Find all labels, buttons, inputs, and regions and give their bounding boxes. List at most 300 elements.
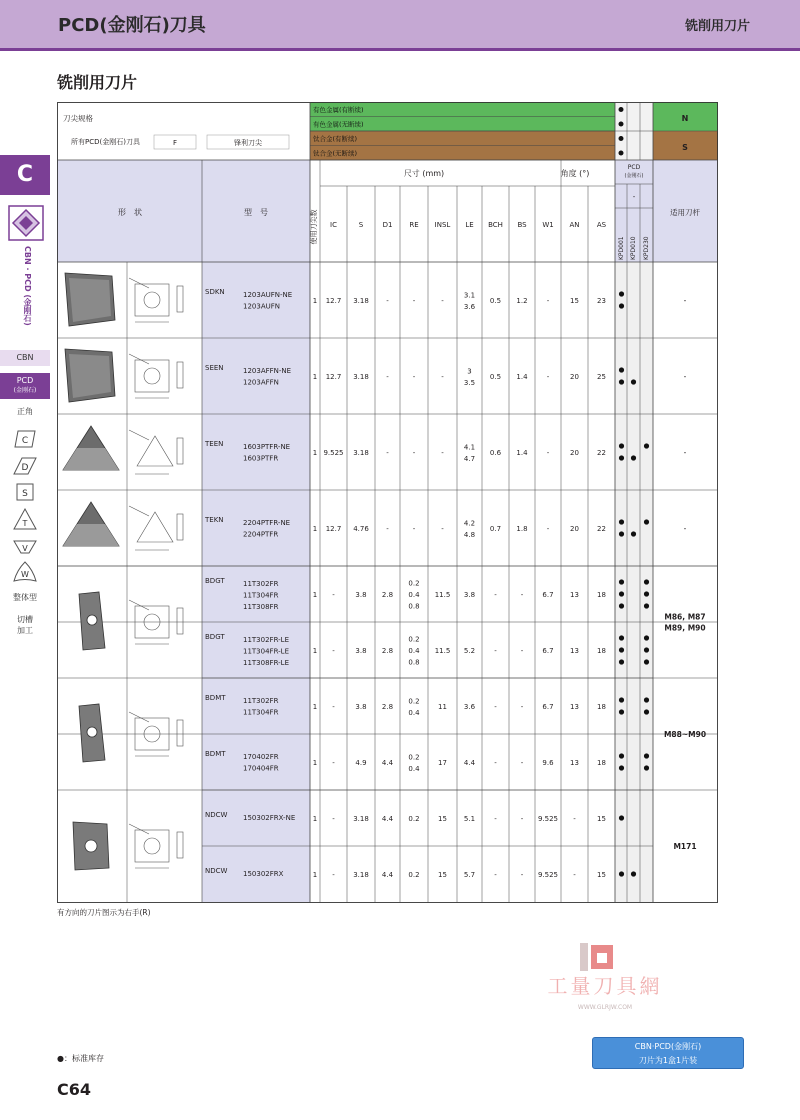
dim-value: 13 — [570, 591, 579, 599]
model-code: 11T304FR — [243, 708, 279, 717]
dim-value: - — [412, 297, 416, 305]
header-tips: 使用刀尖数 — [310, 209, 318, 245]
page-number: C64 — [57, 1080, 92, 1099]
dim-value: - — [441, 525, 444, 533]
standard-stock-note: ●：标准库存 — [57, 1054, 104, 1063]
dim-header: RE — [409, 221, 419, 229]
sidebar-solid-label[interactable]: 整体型 — [13, 593, 37, 602]
dim-value: 18 — [597, 703, 606, 711]
stock-dot — [644, 765, 649, 770]
dim-value: 15 — [438, 815, 447, 823]
dim-value: - — [494, 703, 497, 711]
stock-dot — [644, 659, 649, 664]
trigon-w-icon[interactable] — [13, 561, 37, 583]
dim-value: 4.4 — [463, 759, 476, 767]
insert-photo-icon — [65, 349, 115, 402]
watermark-text: 工量刀具網 — [547, 974, 663, 998]
dim-value: 13 — [570, 703, 579, 711]
rhombus-d-icon[interactable] — [13, 457, 37, 475]
holder-value: - — [683, 524, 687, 533]
all-pcd-label: 所有PCD(金刚石)刀具 — [71, 138, 140, 146]
sidebar-tab-cbn[interactable]: CBN — [0, 350, 50, 366]
stock-dot — [631, 871, 636, 876]
dim-value: 1.4 — [516, 449, 528, 457]
header-shape: 形 状 — [118, 208, 142, 217]
legend-dot — [619, 151, 624, 156]
stock-dot — [619, 443, 624, 448]
stock-dot — [619, 603, 624, 608]
drawing-dim-line — [129, 712, 149, 722]
sidebar-tab-pcd[interactable] — [0, 373, 50, 399]
insert-face — [63, 524, 119, 546]
stock-dot — [644, 635, 649, 640]
drawing-circle — [144, 368, 160, 384]
holder-value: - — [683, 296, 687, 305]
dim-value: 0.7 — [489, 525, 502, 533]
series-code: BDMT — [205, 750, 226, 758]
dim-header: INSL — [434, 221, 451, 229]
tips-count: 1 — [312, 297, 318, 305]
group-s-label: S — [682, 143, 688, 152]
dim-value: 2.8 — [381, 647, 394, 655]
tips-count: 1 — [312, 647, 318, 655]
dim-value: 11 — [438, 703, 447, 711]
technical-drawing-icon — [129, 430, 183, 474]
model-code: 170404FR — [243, 764, 279, 773]
sidebar-positive-label: 正角 — [17, 407, 33, 416]
dim-value: 0.6 — [489, 449, 502, 457]
dim-value: - — [546, 525, 550, 533]
sidebar-tab-pcd-label: PCD — [16, 376, 34, 385]
model-code: 11T302FR — [243, 697, 279, 705]
dim-value: 3.18 — [353, 815, 369, 823]
dim-value: - — [494, 815, 497, 823]
model-bg — [202, 734, 310, 790]
legend-dot — [619, 136, 624, 141]
dim-value: 6.7 — [542, 647, 554, 655]
watermark-logo — [525, 943, 685, 1018]
dim-value: 1.8 — [516, 525, 528, 533]
stock-dot — [619, 647, 624, 652]
model-code: 1203AUFN-NE — [243, 291, 293, 299]
drawing-dim-line — [129, 506, 149, 516]
dim-value: 5.7 — [463, 871, 476, 879]
series-code: SDKN — [205, 288, 225, 296]
dim-value: 3.8 — [355, 591, 367, 599]
drawing-side-view — [177, 362, 183, 388]
dim-value: 0.5 — [489, 297, 502, 305]
dim-value: 4.7 — [463, 454, 476, 463]
model-code: 1603PTFR-NE — [243, 443, 291, 451]
stock-dot — [619, 815, 624, 820]
dim-value: - — [573, 871, 576, 879]
dim-value: 1.2 — [516, 297, 528, 305]
dim-value: 4.4 — [381, 871, 394, 879]
drawing-side-view — [177, 608, 183, 634]
dim-value: 20 — [570, 449, 579, 457]
drawing-outline — [135, 284, 169, 316]
insert-photo-icon — [73, 822, 109, 870]
stock-dot — [619, 753, 624, 758]
tips-count: 1 — [312, 525, 318, 533]
stock-bg — [615, 262, 653, 338]
stock-dot — [619, 635, 624, 640]
stock-dot — [619, 871, 624, 876]
dim-value: 0.8 — [408, 602, 420, 611]
insert-table — [57, 102, 718, 904]
dim-value: 3.8 — [355, 647, 367, 655]
stock-bg — [615, 734, 653, 790]
dim-header: AS — [596, 221, 607, 229]
dim-value: - — [520, 759, 524, 767]
technical-drawing-icon — [129, 506, 183, 550]
dim-value: 9.525 — [537, 871, 559, 879]
drawing-outline — [135, 830, 169, 862]
model-code: 11T302FR-LE — [243, 636, 289, 644]
dim-value: - — [332, 759, 335, 767]
dim-value: 4.4 — [381, 759, 394, 767]
insert-hole — [85, 840, 97, 852]
drawing-circle — [144, 292, 160, 308]
dim-value: 2.8 — [381, 703, 394, 711]
stock-dot — [619, 519, 624, 524]
dim-value: - — [332, 815, 335, 823]
cbn-pcd-logo-icon — [8, 205, 44, 241]
chapter-letter-tab[interactable]: C — [0, 155, 50, 195]
series-code: BDMT — [205, 694, 226, 702]
stock-dot — [619, 367, 624, 372]
dim-value: 0.2 — [408, 697, 420, 706]
model-code: 11T308FR — [243, 603, 279, 611]
dim-value: 3.18 — [353, 449, 369, 457]
legend-dot — [619, 107, 624, 112]
model-bg — [202, 678, 310, 734]
dim-value: 23 — [597, 297, 606, 305]
dim-header: S — [358, 221, 364, 229]
stock-dot — [644, 591, 649, 596]
dim-value: 6.7 — [542, 703, 554, 711]
header-holder: 适用刀杆 — [670, 208, 700, 217]
holder-value: M171 — [673, 842, 697, 851]
technical-drawing-icon — [129, 278, 183, 322]
tips-count: 1 — [312, 373, 318, 381]
dim-value: - — [332, 647, 335, 655]
drawing-side-view — [177, 438, 183, 464]
sidebar-tab-pcd-sublabel: (金刚石) — [13, 387, 37, 394]
dim-value: 9.525 — [537, 815, 559, 823]
stock-dot — [619, 591, 624, 596]
stock-dot — [619, 303, 624, 308]
header-pcd-sub: (金刚石) — [624, 173, 644, 179]
stock-dot — [619, 709, 624, 714]
drawing-circle — [144, 838, 160, 854]
stock-dot — [631, 531, 636, 536]
dim-value: 0.5 — [489, 373, 502, 381]
insert-photo-icon — [79, 704, 105, 762]
dim-value: 18 — [597, 759, 606, 767]
stock-dot — [619, 765, 624, 770]
sidebar-groove-label-2[interactable]: 加工 — [17, 626, 33, 635]
holder-value: M88~M90 — [663, 730, 707, 739]
shape-d-label: D — [21, 463, 29, 473]
shape-t-label: T — [22, 519, 28, 528]
drawing-outline — [137, 512, 173, 542]
dim-value: 3.1 — [463, 291, 476, 300]
stock-dot — [644, 647, 649, 652]
holder-value: - — [683, 448, 687, 457]
dim-value: 12.7 — [325, 525, 342, 533]
material-label: 钛合金(有断续) — [313, 135, 358, 143]
shape-c-label: C — [21, 436, 29, 446]
series-code: TEKN — [205, 516, 224, 524]
series-code: BDGT — [205, 633, 225, 641]
stock-dot — [631, 455, 636, 460]
watermark-url: WWW.GLRJW.COM — [577, 1004, 633, 1011]
insert-face — [63, 448, 119, 470]
dim-value: 17 — [438, 759, 447, 767]
insert-photo-icon — [63, 502, 119, 546]
square-s-icon[interactable] — [13, 483, 37, 501]
dim-value: 9.525 — [323, 449, 344, 457]
drawing-side-view — [177, 832, 183, 858]
insert-photo-icon — [65, 273, 115, 326]
dim-value: 0.8 — [408, 658, 420, 667]
dim-value: 4.2 — [463, 519, 476, 528]
model-bg — [202, 262, 310, 338]
dim-header: IC — [330, 221, 337, 229]
insert-photo-icon — [79, 592, 105, 650]
dim-value: - — [441, 373, 444, 381]
dim-value: 0.4 — [408, 647, 420, 655]
dim-value: - — [520, 591, 524, 599]
dim-value: 3.6 — [463, 703, 476, 711]
grade-header: KPD010 — [630, 236, 637, 260]
dim-value: - — [494, 759, 497, 767]
drawing-dim-line — [129, 600, 149, 610]
drawing-outline — [135, 360, 169, 392]
dim-value: 3.18 — [353, 297, 369, 305]
stock-dot — [644, 753, 649, 758]
dim-value: 4.4 — [381, 815, 394, 823]
dim-value: 13 — [570, 759, 579, 767]
triangle-t-icon[interactable] — [13, 508, 37, 530]
dim-value: - — [546, 373, 550, 381]
dim-value: - — [573, 815, 576, 823]
dim-value: - — [412, 525, 416, 533]
tip-spec-label: 刀尖规格 — [63, 114, 93, 123]
dim-value: - — [386, 373, 389, 381]
model-code: 1203AFFN — [243, 378, 279, 387]
dim-value: 4.9 — [355, 759, 367, 767]
dim-value: 3.8 — [463, 591, 476, 599]
header-dash: - — [632, 193, 636, 201]
dim-value: - — [332, 591, 335, 599]
sidebar-groove-label-1[interactable]: 切槽 — [17, 615, 33, 624]
dim-value: 5.2 — [463, 647, 476, 655]
dim-value: - — [386, 525, 389, 533]
dim-value: 1.4 — [516, 373, 528, 381]
insert-face — [69, 278, 111, 322]
holder-value: - — [683, 372, 687, 381]
stock-dot — [619, 579, 624, 584]
group-n-label: N — [681, 114, 689, 123]
dim-value: 3.18 — [353, 373, 369, 381]
stock-dot — [644, 443, 649, 448]
header-section: 铣削用刀片 — [684, 19, 750, 34]
insert-hole — [87, 727, 97, 737]
dim-value: 20 — [570, 373, 579, 381]
holder-value: M86, M87 — [664, 612, 706, 622]
material-label: 有色金属(有断续) — [313, 106, 364, 114]
drawing-dim-line — [129, 824, 149, 834]
model-code: 11T302FR — [243, 580, 279, 588]
dim-value: - — [332, 871, 335, 879]
model-code: 2204PTFR-NE — [243, 519, 291, 527]
shape-v-label: V — [22, 544, 28, 553]
stock-dot — [644, 709, 649, 714]
dim-value: - — [386, 297, 389, 305]
dim-value: 11.5 — [434, 591, 451, 599]
sidebar-vertical-label: CBN · PCD (金刚石) — [23, 246, 32, 326]
dim-value: - — [520, 647, 524, 655]
dim-value: 18 — [597, 591, 606, 599]
holder-value: M89, M90 — [664, 623, 706, 633]
packaging-line-2: 刀片为1盒1片装 — [638, 1056, 698, 1065]
model-code: 11T304FR-LE — [243, 647, 289, 656]
stock-dot — [619, 291, 624, 296]
series-code: SEEN — [205, 364, 224, 372]
stock-dot — [644, 579, 649, 584]
dim-value: 12.7 — [325, 297, 342, 305]
stock-bg — [615, 490, 653, 566]
dim-value: 3.18 — [353, 871, 369, 879]
dim-value: 2.8 — [381, 591, 394, 599]
dim-value: 15 — [597, 871, 606, 879]
dim-header: AN — [569, 221, 580, 229]
series-code: NDCW — [205, 811, 228, 819]
f-label: F — [172, 139, 178, 147]
model-bg — [202, 338, 310, 414]
legend-dot — [619, 122, 624, 127]
stock-dot — [619, 455, 624, 460]
technical-drawing-icon — [129, 824, 183, 868]
dim-value: 15 — [438, 871, 447, 879]
rhombus-c-icon[interactable] — [13, 430, 37, 448]
dim-value: - — [386, 449, 389, 457]
dim-value: 0.4 — [408, 591, 420, 599]
technical-drawing-icon — [129, 354, 183, 398]
dim-value: - — [520, 871, 524, 879]
stock-dot — [619, 379, 624, 384]
header-model: 型 号 — [244, 208, 268, 217]
legend-dot-bg — [615, 131, 653, 160]
stock-dot — [619, 659, 624, 664]
dim-value: 0.2 — [408, 579, 420, 588]
dim-value: 22 — [597, 525, 606, 533]
drawing-side-view — [177, 286, 183, 312]
dim-value: 0.2 — [408, 635, 420, 644]
dim-value: - — [332, 703, 335, 711]
stock-dot — [619, 531, 624, 536]
shape-w-label: W — [21, 570, 29, 579]
drawing-dim-line — [129, 278, 149, 288]
material-label: 有色金属(无断续) — [313, 120, 364, 129]
model-code: 170402FR — [243, 753, 279, 761]
dim-value: 3.6 — [463, 302, 476, 311]
stock-bg — [615, 338, 653, 414]
shape-s-label: S — [22, 489, 28, 499]
grade-header: KPD230 — [643, 236, 650, 260]
tips-count: 1 — [312, 703, 318, 711]
model-code: 1603PTFR — [243, 454, 279, 463]
stock-dot — [631, 379, 636, 384]
dim-value: 0.2 — [408, 871, 420, 879]
grade-header: KPD001 — [618, 236, 625, 260]
rhombus-v-icon[interactable] — [13, 537, 37, 555]
dim-value: 4.1 — [463, 443, 476, 452]
dim-value: - — [520, 703, 524, 711]
dim-value: - — [546, 449, 550, 457]
header-pcd: PCD — [627, 164, 641, 171]
drawing-side-view — [177, 514, 183, 540]
dim-value: 18 — [597, 647, 606, 655]
drawing-side-view — [177, 720, 183, 746]
section-title: 铣削用刀片 — [57, 73, 138, 92]
model-code: 150302FRX-NE — [243, 814, 296, 822]
insert-photo-icon — [63, 426, 119, 470]
model-bg — [202, 490, 310, 566]
dim-value: - — [546, 297, 550, 305]
header-title: PCD(金刚石)刀具 — [58, 15, 206, 36]
dim-value: 0.2 — [408, 815, 420, 823]
tips-count: 1 — [312, 591, 318, 599]
dim-value: - — [494, 647, 497, 655]
dim-value: 5.1 — [463, 815, 476, 823]
model-code: 1203AFFN-NE — [243, 367, 292, 375]
dim-value: 3.8 — [355, 703, 367, 711]
dim-value: 11.5 — [434, 647, 451, 655]
model-code: 150302FRX — [243, 870, 284, 878]
dim-value: - — [441, 297, 444, 305]
dim-value: 0.4 — [408, 764, 420, 773]
series-code: BDGT — [205, 577, 225, 585]
dim-value: 15 — [570, 297, 579, 305]
dim-value: 0.2 — [408, 753, 420, 762]
dim-value: 6.7 — [542, 591, 554, 599]
dim-value: 15 — [597, 815, 606, 823]
header-angle: 角度 (°) — [560, 169, 590, 178]
dim-value: - — [412, 373, 416, 381]
dim-value: 20 — [570, 525, 579, 533]
dim-header: BCH — [488, 221, 503, 229]
header-bg — [57, 160, 310, 262]
drawing-dim-line — [129, 430, 149, 440]
stock-dot — [644, 519, 649, 524]
stock-dot — [644, 603, 649, 608]
tips-count: 1 — [312, 449, 318, 457]
model-code: 11T304FR — [243, 591, 279, 600]
dim-header: D1 — [382, 221, 393, 229]
drawing-outline — [137, 436, 173, 466]
footnote: 有方向的刀片图示为右手(R) — [57, 908, 151, 917]
dim-value: 0.4 — [408, 708, 420, 717]
dim-value: - — [520, 815, 524, 823]
model-bg — [202, 414, 310, 490]
insert-hole — [87, 615, 97, 625]
model-code: 1203AUFN — [243, 302, 280, 311]
dim-value: 22 — [597, 449, 606, 457]
stock-bg — [615, 678, 653, 734]
